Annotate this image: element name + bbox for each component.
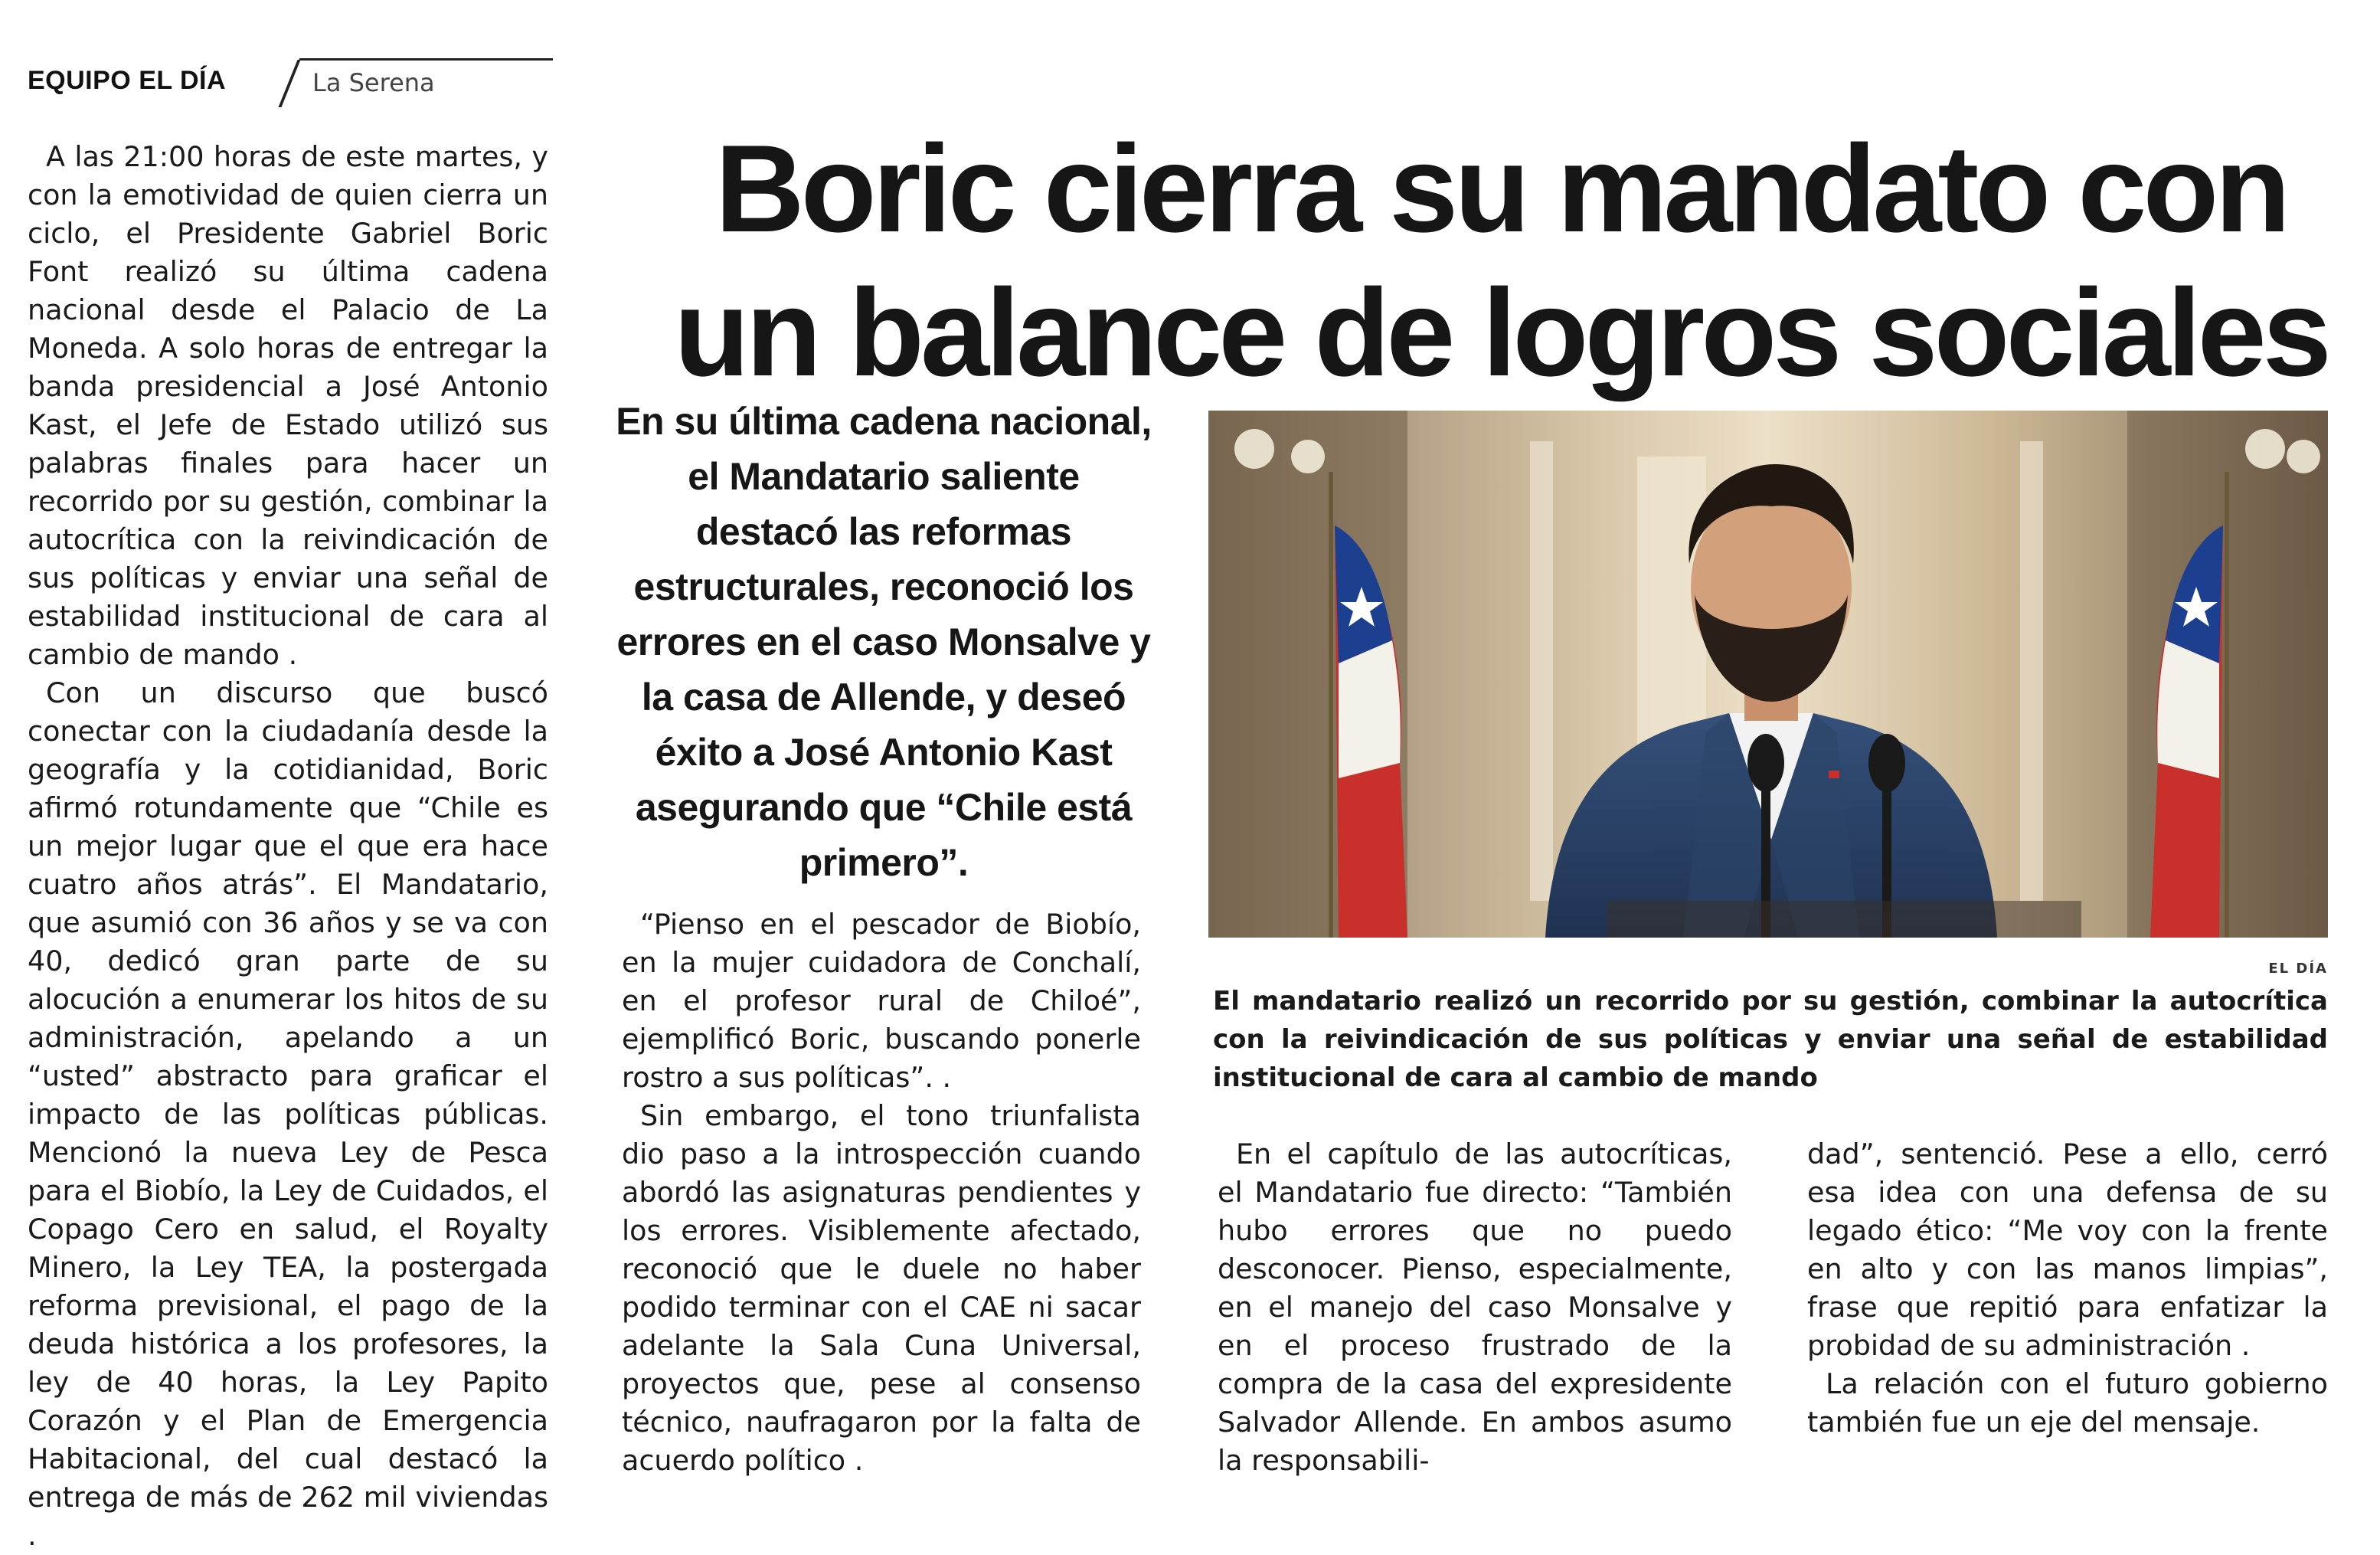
byline-rule: [299, 58, 553, 61]
body-column-1: [28, 138, 548, 1555]
paragraph: Con un discurso que buscó conectar con la ciudadanía desde la geografía y la cotidianidad, Boric afirmó rotundamente que “Chile es un mejor lugar que el que era hace cuatro años atrás”. El Mandatario, que asumió con 36 años y se va con 40, dedicó gran parte de su alocución a enumerar los hitos de su administración, apelando a un “usted” abstracto para graficar el impacto de las políticas públicas. Mencionó la nueva Ley de Pesca para el Biobío, la Ley de Cuidados, el Copago Cero en salud, el Royalty Minero, la Ley TEA, la postergada reforma previsional, el pago de la deuda histórica a los profesores, la ley de 40 horas, la Ley Papito Corazón y el Plan de Emergencia Habitacional, del cual destacó la entrega de más de 262 mil viviendas .: [28, 676, 548, 1552]
paragraph: En el capítulo de las autocríticas, el Mandatario fue directo: “También hubo errores que no puedo desconocer. Pienso, especialmente, en el manejo del caso Monsalve y en el proceso frustrado de la compra de la casa del expresidente Salvador Allende. En ambos asumo la responsabili-: [1218, 1138, 1732, 1477]
body-column-2: [622, 905, 1141, 1480]
photo-credit: EL DÍA: [2268, 961, 2328, 977]
byline-author: EQUIPO EL DÍA: [28, 66, 227, 95]
paragraph: La relación con el futuro gobierno también fue un eje del mensaje.: [1807, 1367, 2328, 1439]
byline-slash-divider: [278, 60, 300, 107]
paragraph: dad”, sentenció. Pese a ello, cerró esa idea con una defensa de su legado ético: “Me voy con la frente en alto y con las manos limpias”, frase que repitió para enfatizar la probidad de su administración .: [1807, 1138, 2328, 1362]
byline-city: La Serena: [312, 68, 435, 97]
lead-summary: En su última cadena nacional, el Mandatario saliente destacó las reformas estructurales, reconoció los errores en el caso Monsalve y la casa de Allende, y deseó éxito a José Antonio Kast asegurando que “Chile está primero”.: [616, 400, 1152, 884]
headline: Boric cierra su mandato con un balance de logros sociales: [674, 119, 2328, 402]
body-column-4: [1807, 1135, 2328, 1442]
news-photo: [1208, 411, 2328, 938]
paragraph: Sin embargo, el tono triunfalista dio paso a la introspección cuando abordó las asignaturas pendientes y los errores. Visiblemente afectado, reconoció que le duele no haber podido terminar con el CAE ni sacar adelante la Sala Cuna Universal, proyectos que, pese al consenso técnico, naufragaron por la falta de acuerdo político .: [622, 1099, 1141, 1477]
photo-caption: El mandatario realizó un recorrido por su gestión, combinar la autocrítica con la reivindicación de sus políticas y enviar una señal de estabilidad institucional de cara al cambio de mando: [1213, 986, 2328, 1093]
byline: [28, 55, 553, 110]
photo-illustration: [1208, 411, 2328, 938]
body-column-3: [1218, 1135, 1732, 1480]
paragraph: A las 21:00 horas de este martes, y con la emotividad de quien cierra un ciclo, el Presidente Gabriel Boric Font realizó su última cadena nacional desde el Palacio de La Moneda. A solo horas de entregar la banda presidencial a José Antonio Kast, el Jefe de Estado utilizó sus palabras finales para hacer un recorrido por su gestión, combinar la autocrítica con la reivindicación de sus políticas y enviar una señal de estabilidad institucional de cara al cambio de mando .: [28, 140, 548, 671]
paragraph: “Pienso en el pescador de Biobío, en la mujer cuidadora de Conchalí, en el profesor rural de Chiloé”, ejemplificó Boric, buscando ponerle rostro a sus políticas”. .: [622, 908, 1141, 1094]
